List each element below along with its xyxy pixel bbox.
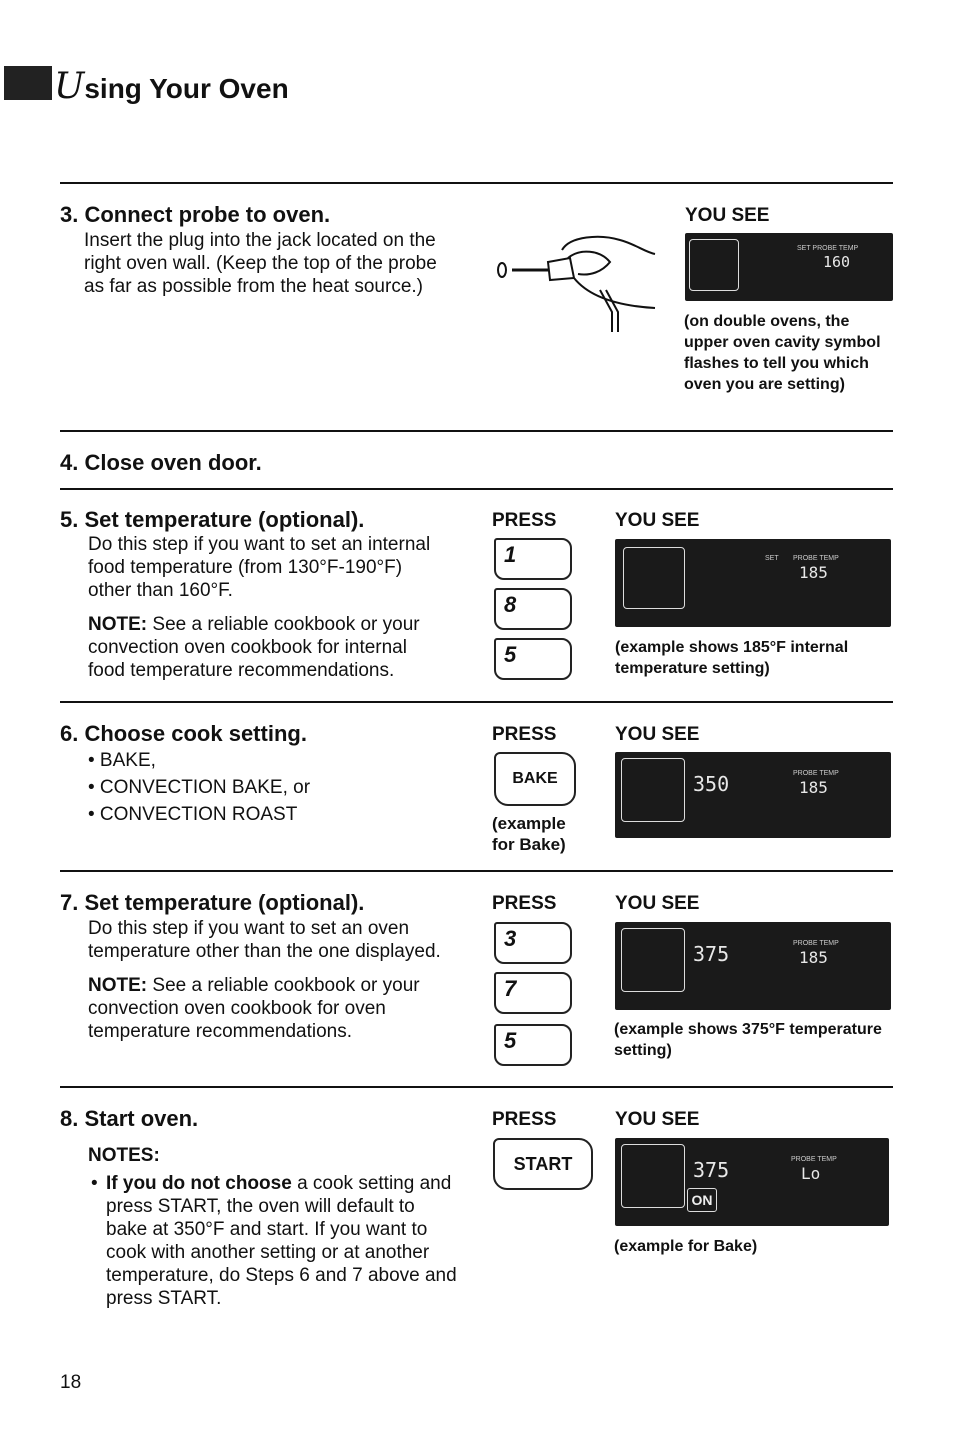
key-1[interactable]: 1: [494, 538, 572, 580]
display-small-label: PROBE TEMP: [791, 1156, 837, 1163]
divider: [60, 430, 893, 432]
bullet: •: [91, 1173, 98, 1194]
step6-press-label: PRESS: [492, 724, 557, 745]
step8-press-label: PRESS: [492, 1109, 557, 1130]
step3-you-see-label: YOU SEE: [685, 205, 770, 226]
oven-cavity-symbol: [621, 928, 685, 992]
step8-title: 8. Start oven.: [60, 1106, 199, 1131]
divider: [60, 870, 893, 872]
step5-title: 5. Set temperature (optional).: [60, 507, 365, 532]
step5-display: [615, 539, 891, 627]
key-5[interactable]: 5: [494, 1024, 572, 1066]
divider: [60, 488, 893, 490]
step7-title: 7. Set temperature (optional).: [60, 890, 365, 915]
key-3[interactable]: 3: [494, 922, 572, 964]
step5-press-label: PRESS: [492, 510, 557, 531]
step8-display: [615, 1138, 889, 1226]
start-button[interactable]: START: [493, 1138, 593, 1190]
divider: [60, 701, 893, 703]
step7-press-label: PRESS: [492, 893, 557, 914]
brand-logo: [4, 66, 52, 100]
display-probe-temp: 185: [799, 778, 828, 797]
display-temp: 185: [799, 563, 828, 582]
step3-text: Insert the plug into the jack located on the right oven wall. (Keep the top of the probe as far as possible from the heat source.): [84, 230, 437, 297]
display-probe-temp: 185: [799, 948, 828, 967]
divider: [60, 182, 893, 184]
key-5[interactable]: 5: [494, 638, 572, 680]
step5-note: NOTE: See a reliable cookbook or your convection oven cookbook for internal food temperature recommendations.: [88, 614, 420, 681]
display-small-label: SET PROBE TEMP: [797, 245, 859, 252]
on-indicator: ON: [687, 1188, 717, 1212]
step7-caption: (example shows 375°F temperature setting): [614, 1021, 882, 1059]
step8-note: If you do not choose a cook setting and press START, the oven will default to bake at 350°F and start. If you want to cook with another setting or at another temperature, do Steps 6 and 7 above and press START.: [106, 1173, 457, 1309]
display-temp: 160: [823, 253, 851, 271]
page-number: 18: [60, 1372, 82, 1393]
display-probe-value: Lo: [801, 1164, 821, 1183]
display-set-label: SET: [765, 555, 779, 562]
step8-you-see-label: YOU SEE: [615, 1109, 700, 1130]
step6-display: [615, 752, 891, 838]
step6-you-see-label: YOU SEE: [615, 724, 700, 745]
probe-illustration: [490, 228, 660, 338]
list-item: • BAKE,: [88, 750, 156, 771]
step6-title: 6. Choose cook setting.: [60, 721, 307, 746]
step3-title: 3. Connect probe to oven.: [60, 202, 331, 227]
oven-cavity-symbol: [621, 758, 685, 822]
step3-caption: (on double ovens, the upper oven cavity symbol flashes to tell you which oven you are setting): [684, 313, 881, 393]
key-8[interactable]: 8: [494, 588, 572, 630]
step5-text: Do this step if you want to set an internal food temperature (from 130°F-190°F) other than 160°F.: [88, 534, 431, 601]
key-7[interactable]: 7: [494, 972, 572, 1014]
list-item: • CONVECTION ROAST: [88, 804, 298, 825]
step3-display: [685, 233, 893, 301]
step7-you-see-label: YOU SEE: [615, 893, 700, 914]
oven-cavity-symbol: [689, 239, 739, 291]
oven-cavity-symbol: [621, 1144, 685, 1208]
step5-caption: (example shows 185°F internal temperature setting): [615, 639, 849, 677]
step8-notes-label: NOTES:: [88, 1145, 160, 1166]
oven-cavity-symbol: [623, 547, 685, 609]
step8-caption: (example for Bake): [614, 1238, 758, 1255]
bake-button[interactable]: BAKE: [494, 752, 576, 806]
display-oven-temp: 350: [693, 772, 730, 796]
step6-key-caption: (example for Bake): [492, 814, 566, 854]
display-small-label: PROBE TEMP: [793, 770, 839, 777]
cook-setting-list: [88, 747, 310, 828]
divider: [60, 1086, 893, 1088]
page-title: Using Your Oven: [54, 66, 289, 107]
display-oven-temp: 375: [693, 1158, 730, 1182]
display-small-label: PROBE TEMP: [793, 555, 839, 562]
step5-you-see-label: YOU SEE: [615, 510, 700, 531]
step7-display: [615, 922, 891, 1010]
step4-title: 4. Close oven door.: [60, 450, 262, 475]
display-small-label: PROBE TEMP: [793, 940, 839, 947]
list-item: • CONVECTION BAKE, or: [88, 777, 311, 798]
step7-text: Do this step if you want to set an oven temperature other than the one displayed.: [88, 918, 441, 962]
display-oven-temp: 375: [693, 942, 730, 966]
step7-note: NOTE: See a reliable cookbook or your convection oven cookbook for oven temperature recommendations.: [88, 975, 420, 1042]
